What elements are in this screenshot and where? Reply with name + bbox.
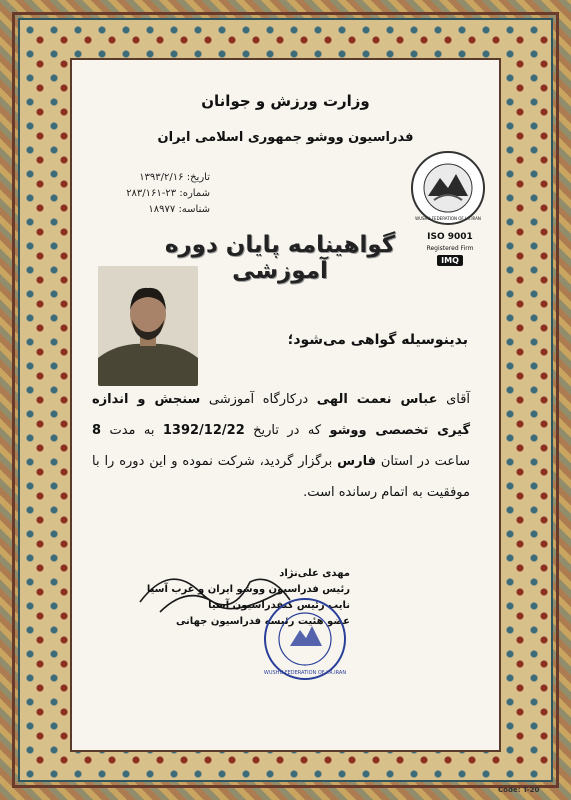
federation-heading: فدراسیون ووشو جمهوری اسلامی ایران <box>157 130 414 145</box>
date-row <box>80 170 210 186</box>
signatory-title-1: رئیس فدراسیون ووشو ایران و غرب آسیا <box>146 584 350 595</box>
number-label: شماره: <box>179 188 210 199</box>
body-province-label: ساعت در استان <box>380 454 470 469</box>
body-date-label: که در تاریخ <box>253 423 322 438</box>
date-value: ۱۳۹۳/۲/۱۶ <box>139 172 184 183</box>
id-label: شناسه: <box>178 204 210 215</box>
id-value: ۱۸۹۷۷ <box>148 204 176 215</box>
date-label: تاریخ: <box>186 172 210 183</box>
iso-badge <box>420 232 480 267</box>
iso-label: ISO 9001 <box>427 232 473 242</box>
body-mid: درکارگاه آموزشی <box>208 392 309 407</box>
course-name: سنجش و اندازه گیری تخصصی ووشو <box>92 392 471 438</box>
signatory-title-2: نایب رئیس کنفدراسیون آسیا <box>208 600 350 611</box>
holder-photo <box>98 266 198 386</box>
stamp-text: WUSHU FEDERATION OF I.R.IRAN <box>263 670 347 676</box>
number-value: ۲۳-۲۸۳/۱۶۱ <box>126 188 177 199</box>
certificate-title: گواهینامه پایان دوره آموزشی <box>164 232 396 284</box>
greeting-line: بدینوسیله گواهی می‌شود؛ <box>287 332 468 348</box>
signatory-name: مهدی علی‌نژاد <box>279 568 350 579</box>
body-prefix: آقای <box>446 392 471 407</box>
body-closing: برگزار گردید، شرکت نموده و این دوره را با موفقیت به اتمام رسانده است. <box>92 454 470 500</box>
signatory-title-3: عضو هئیت رئیسه فدراسیون جهانی <box>175 616 350 627</box>
ministry-heading: وزارت ورزش و جوانان <box>201 92 370 110</box>
course-date: 1392/12/22 <box>162 423 245 438</box>
footer-code: Code: T-20 <box>498 786 540 794</box>
number-row <box>80 186 210 202</box>
federation-logo-icon <box>410 150 486 226</box>
certificate-body <box>92 384 470 508</box>
course-hours: 8 <box>92 423 102 438</box>
imq-mark: IMQ <box>437 255 463 266</box>
province-name: فارس <box>337 454 376 469</box>
official-stamp-icon <box>262 596 348 682</box>
document-meta <box>80 170 210 218</box>
iso-registered: Registered Firm <box>426 245 474 252</box>
body-duration-label: به مدت <box>109 423 155 438</box>
id-row <box>80 202 210 218</box>
person-portrait-icon <box>98 266 198 386</box>
holder-name: عباس نعمت الهی <box>316 392 438 407</box>
logo-text: WUSHU FEDERATION OF I.R.IRAN <box>415 216 481 221</box>
